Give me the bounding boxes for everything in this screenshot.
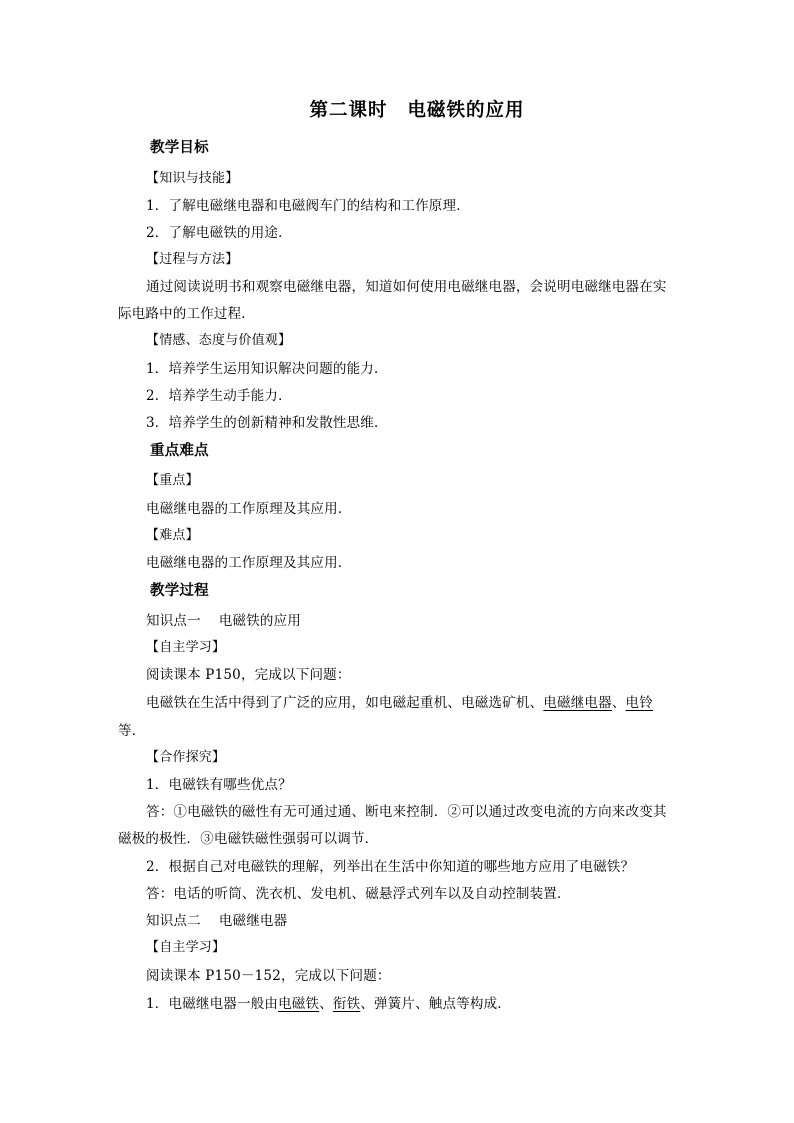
kp2-text-sep: 、 (319, 996, 333, 1012)
kp2-text-line-1 (146, 995, 511, 1013)
process-method-label: 【过程与方法】 (146, 252, 239, 267)
knowledge-label: 【知识与技能】 (146, 171, 239, 186)
kp1-question-1: 1．电磁铁有哪些优点？ (146, 777, 292, 793)
kp1-text-line-2: 等． (118, 723, 146, 739)
kp2-answer-2: 衔铁 (332, 996, 361, 1012)
kp1-question-2: 2．根据自己对电磁铁的理解，列举出在生活中你知道的哪些地方应用了电磁铁？ (146, 859, 635, 875)
page-title (0, 99, 794, 123)
process-method-text-1: 通过阅读说明书和观察电磁继电器，知道如何使用电磁继电器，会说明电磁继电器在实 (146, 279, 667, 295)
key-label: 【重点】 (146, 473, 199, 488)
kp1-label: 知识点一 (146, 613, 201, 629)
kp1-text-sep: 、 (611, 695, 626, 711)
kp1-text-prefix: 电磁铁在生活中得到了广泛的应用，如电磁起重机、电磁选矿机、 (146, 695, 544, 711)
title-lesson: 第二课时 (309, 100, 388, 121)
kp1-answer-1-line-2: 磁极的极性．③电磁铁磁性强弱可以调节． (118, 831, 379, 847)
kp2-self-study-label: 【自主学习】 (146, 940, 226, 955)
difficulty-label: 【难点】 (146, 528, 199, 543)
kp2-label: 知识点二 (146, 913, 201, 929)
emotion-item-1: 1．培养学生运用知识解决问题的能力． (146, 361, 388, 377)
emotion-item-3: 3．培养学生的创新精神和发散性思维． (146, 415, 388, 431)
knowledge-point-2-title (146, 912, 287, 930)
kp1-text-line-1 (146, 694, 653, 712)
title-topic: 电磁铁的应用 (407, 100, 525, 121)
kp1-name: 电磁铁的应用 (218, 613, 302, 629)
emotion-item-2: 2．培养学生动手能力． (146, 388, 292, 404)
section-heading-process: 教学过程 (150, 583, 209, 599)
key-text: 电磁继电器的工作原理及其应用． (146, 501, 352, 517)
section-heading-objectives: 教学目标 (150, 140, 209, 156)
kp2-read-instruction: 阅读课本 P150－152，完成以下问题： (146, 968, 391, 984)
knowledge-item-2: 2．了解电磁铁的用途． (146, 225, 292, 241)
kp1-answer-1: 电磁继电器 (543, 695, 612, 711)
kp1-coop-label: 【合作探究】 (146, 750, 226, 765)
kp2-name: 电磁继电器 (218, 913, 288, 929)
process-method-text-2: 际电路中的工作过程． (118, 306, 255, 322)
section-heading-key-points: 重点难点 (150, 443, 209, 459)
kp2-answer-1: 电磁铁 (278, 996, 320, 1012)
knowledge-point-1-title (146, 612, 301, 630)
difficulty-text: 电磁继电器的工作原理及其应用． (146, 555, 352, 571)
emotion-label: 【情感、态度与价值观】 (146, 333, 292, 348)
knowledge-item-1: 1．了解电磁继电器和电磁阀车门的结构和工作原理． (146, 198, 470, 214)
kp1-self-study-label: 【自主学习】 (146, 640, 226, 655)
kp1-read-instruction: 阅读课本 P150，完成以下问题： (146, 667, 351, 683)
kp1-answer-2: 答：电话的听筒、洗衣机、发电机、磁悬浮式列车以及自动控制装置． (146, 886, 571, 902)
kp2-text-suffix: 、弹簧片、触点等构成． (360, 996, 512, 1012)
kp1-answer-2: 电铃 (625, 695, 653, 711)
kp1-answer-1-line-1: 答：①电磁铁的磁性有无可通过通、断电来控制．②可以通过改变电流的方向来改变其 (146, 804, 667, 820)
kp2-text-prefix: 1．电磁继电器一般由 (146, 996, 279, 1012)
